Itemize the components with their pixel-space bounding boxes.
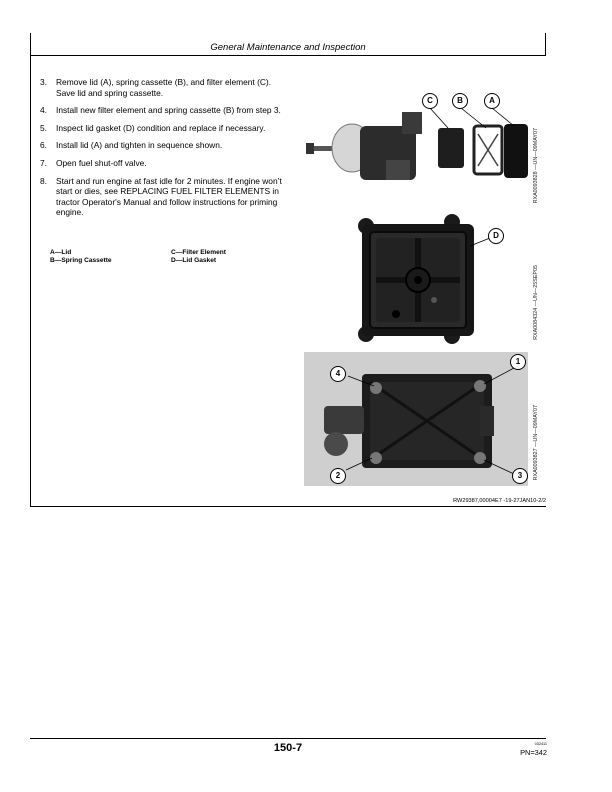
step-8 [40, 176, 285, 218]
step-number: 8. [40, 175, 47, 186]
figure-id-3: RXA0093827 —UN—09MAY07 [533, 405, 539, 481]
instruction-steps [40, 77, 285, 225]
step-text: Install new filter element and spring cassette (B) from step 3. [56, 105, 281, 116]
legend-item-b: B—Spring Cassette [50, 257, 112, 264]
step-text: Remove lid (A), spring cassette (B), and filter element (C). Save lid and spring cassette. [56, 77, 272, 98]
callout-b: B [452, 93, 468, 109]
part-number: PN=342 [520, 748, 547, 757]
footer-code: 032411 [534, 742, 547, 746]
footer-divider [30, 738, 546, 739]
step-text: Install lid (A) and tighten in sequence shown. [56, 140, 223, 151]
step-4 [40, 105, 285, 116]
page-header-title: General Maintenance and Inspection [210, 42, 366, 53]
figure-id-1: RXA0093828 —UN—09MAY07 [533, 128, 539, 204]
callout-2: 2 [330, 468, 346, 484]
step-text: Start and run engine at fast idle for 2 minutes. If engine won’t start or dies, see REPLACING FUEL FILTER ELEMENTS in tractor Operator's Manual and follow instructions for priming engine. [56, 175, 282, 218]
step-text: Inspect lid gasket (D) condition and replace if necessary. [56, 122, 266, 133]
callout-4: 4 [330, 366, 346, 382]
step-7 [40, 158, 285, 169]
step-number: 7. [40, 157, 47, 168]
callout-1: 1 [510, 354, 526, 370]
step-text: Open fuel shut-off valve. [56, 157, 147, 168]
callout-a: A [484, 93, 500, 109]
step-6 [40, 140, 285, 151]
step-5 [40, 123, 285, 134]
callout-d: D [488, 228, 504, 244]
tightening-sequence-photo [304, 352, 528, 486]
step-number: 4. [40, 105, 47, 116]
lid-gasket-photo [352, 212, 512, 350]
step-number: 5. [40, 122, 47, 133]
callout-3: 3 [512, 468, 528, 484]
legend-item-a: A—Lid [50, 249, 72, 256]
filter-assembly-photo [302, 90, 534, 194]
legend-item-c: C—Filter Element [171, 249, 226, 256]
step-3 [40, 77, 285, 98]
callout-c: C [422, 93, 438, 109]
legend-item-d: D—Lid Gasket [171, 257, 217, 264]
document-reference: RW29387,00004E7 -19-27JAN10-2/2 [453, 498, 546, 504]
page-number: 150-7 [273, 742, 303, 754]
filter-assembly-illustration [302, 90, 534, 194]
figure-id-2: RXA0084324 —UN—25SEP05 [533, 265, 539, 340]
step-number: 3. [40, 77, 47, 87]
parts-legend [50, 249, 270, 265]
step-number: 6. [40, 140, 47, 151]
